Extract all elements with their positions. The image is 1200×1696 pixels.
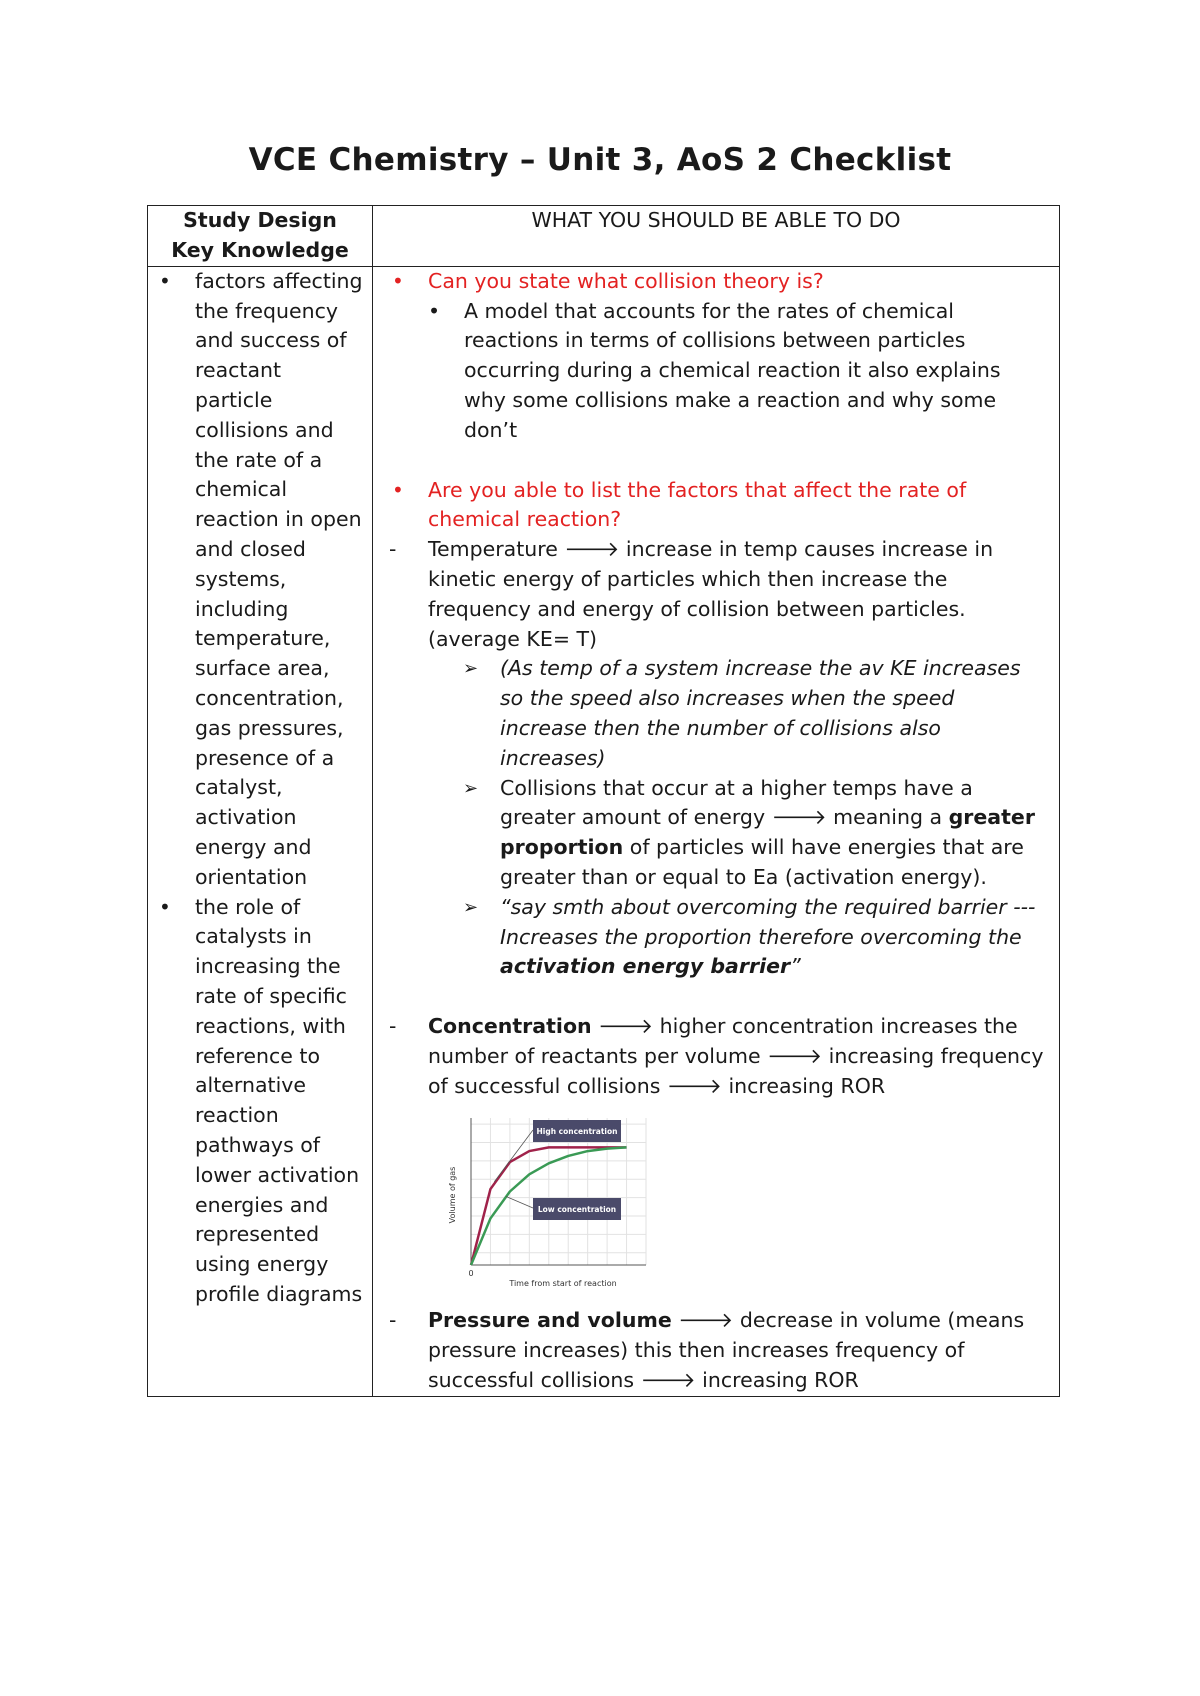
origin-label: 0 bbox=[468, 1268, 474, 1278]
answer-item bbox=[381, 297, 1047, 446]
page-title: VCE Chemistry – Unit 3, AoS 2 Checklist bbox=[248, 142, 952, 178]
key-knowledge-list bbox=[148, 267, 364, 1310]
arrow-right-icon: 🡒 bbox=[767, 1043, 823, 1068]
factor-text-b: increasing ROR bbox=[702, 1367, 859, 1392]
factor-text-c: increasing ROR bbox=[728, 1073, 886, 1098]
key-knowledge-text: the role of catalysts in increasing the rate of specific reactions, with reference to alternative reaction pathways of lower activation energies and represented using energy profile diagrams bbox=[195, 894, 363, 1306]
factor-text-a: higher concentration increases the number of reactants per volume bbox=[428, 1014, 1018, 1068]
factor-text-b: increasing frequency of successful collisions bbox=[428, 1043, 1044, 1098]
bullet-icon: • bbox=[159, 894, 171, 919]
sub-point-bold: greater proportion bbox=[500, 805, 1035, 860]
bullet-icon: • bbox=[392, 268, 404, 293]
key-knowledge-item bbox=[148, 893, 364, 1310]
abilities-cell bbox=[373, 266, 1060, 1396]
abilities-list-2 bbox=[381, 476, 1047, 536]
arrowhead-bullet-icon: ➢ bbox=[463, 777, 479, 799]
arrow-right-icon: 🡒 bbox=[564, 537, 620, 562]
sub-point-text-c: of particles will have energies that are greater than or equal to Ea (activation energy). bbox=[500, 835, 1024, 889]
chart-legend bbox=[494, 1120, 621, 1220]
question-item bbox=[381, 476, 1047, 536]
legend-label: High concentration bbox=[536, 1126, 618, 1136]
arrow-right-icon: 🡒 bbox=[666, 1073, 722, 1098]
sub-point-end: ” bbox=[790, 954, 801, 979]
key-knowledge-text: factors affecting the frequency and success of reactant particle collisions and the rate of a chemical reaction in open and closed systems, including temperature, surface area, concentration, gas pressures, presence of a catalyst, activation energy and orientation bbox=[195, 268, 363, 889]
arrow-right-icon: 🡒 bbox=[598, 1014, 654, 1039]
factor-label: Pressure and volume bbox=[428, 1308, 672, 1333]
arrow-right-icon: 🡒 bbox=[640, 1367, 696, 1392]
sub-point-bold: activation energy barrier bbox=[500, 954, 791, 979]
factor-text-a: decrease in volume (means pressure increases) this then increases frequency of successful collisions bbox=[428, 1308, 1025, 1392]
dash-icon: - bbox=[389, 1308, 397, 1333]
header-right-text: WHAT YOU SHOULD BE ABLE TO DO bbox=[531, 208, 901, 232]
bullet-icon: • bbox=[392, 477, 404, 502]
header-left-line2: Key Knowledge bbox=[171, 237, 349, 262]
sub-point-text-a: “say smth about overcoming the required barrier --- Increases the proportion therefore overcoming the bbox=[500, 894, 1036, 949]
sub-point-text-a: Collisions that occur at a higher temps have a greater amount of energy bbox=[500, 775, 973, 830]
arrowhead-bullet-icon: ➢ bbox=[463, 658, 479, 680]
checklist-table bbox=[147, 205, 1060, 1397]
key-knowledge-cell bbox=[148, 266, 373, 1396]
abilities-list bbox=[381, 267, 1047, 297]
dash-icon: - bbox=[389, 537, 397, 562]
factor-label: Concentration bbox=[428, 1014, 592, 1039]
sub-point bbox=[381, 654, 1047, 773]
header-left bbox=[148, 206, 373, 267]
dash-icon: - bbox=[389, 1014, 397, 1039]
key-knowledge-item bbox=[148, 267, 364, 893]
y-axis-label: Volume of gas bbox=[448, 1166, 457, 1223]
arrow-right-icon: 🡒 bbox=[771, 805, 827, 830]
factor-concentration bbox=[381, 1012, 1047, 1101]
header-left-line1: Study Design bbox=[183, 208, 337, 232]
question-text: Can you state what collision theory is? bbox=[428, 268, 824, 293]
question-item bbox=[381, 267, 1047, 297]
content-row bbox=[148, 266, 1060, 1396]
sub-point bbox=[381, 893, 1047, 982]
header-row bbox=[148, 206, 1060, 267]
legend-label: Low concentration bbox=[537, 1204, 617, 1214]
header-right bbox=[373, 206, 1060, 267]
sub-point bbox=[381, 774, 1047, 893]
concentration-chart bbox=[441, 1110, 651, 1290]
question-text: Are you able to list the factors that affect the rate of chemical reaction? bbox=[428, 477, 967, 532]
arrowhead-bullet-icon: ➢ bbox=[463, 896, 479, 918]
sub-point-text-b: meaning a bbox=[833, 805, 943, 830]
factor-label: Temperature bbox=[428, 537, 558, 562]
answer-text: A model that accounts for the rates of chemical reactions in terms of collisions between particles occurring during a chemical reaction it also explains why some collisions make a reaction and why some don’t bbox=[464, 298, 1001, 442]
factor-text: increase in temp causes increase in kinetic energy of particles which then increase the frequency and energy of collision between particles. (average KE= T) bbox=[428, 537, 994, 651]
factor-temperature bbox=[381, 535, 1047, 654]
legend-leader-line bbox=[494, 1130, 533, 1182]
sub-point-text: (As temp of a system increase the av KE increases so the speed also increases when the speed increase then the number of collisions also increases) bbox=[500, 656, 1021, 770]
arrow-right-icon: 🡒 bbox=[678, 1308, 734, 1333]
factor-pressure bbox=[381, 1306, 1047, 1395]
bullet-icon: • bbox=[428, 298, 441, 323]
x-axis-label: Time from start of reaction bbox=[509, 1278, 617, 1288]
concentration-figure bbox=[421, 1110, 1047, 1299]
bullet-icon: • bbox=[159, 268, 171, 293]
